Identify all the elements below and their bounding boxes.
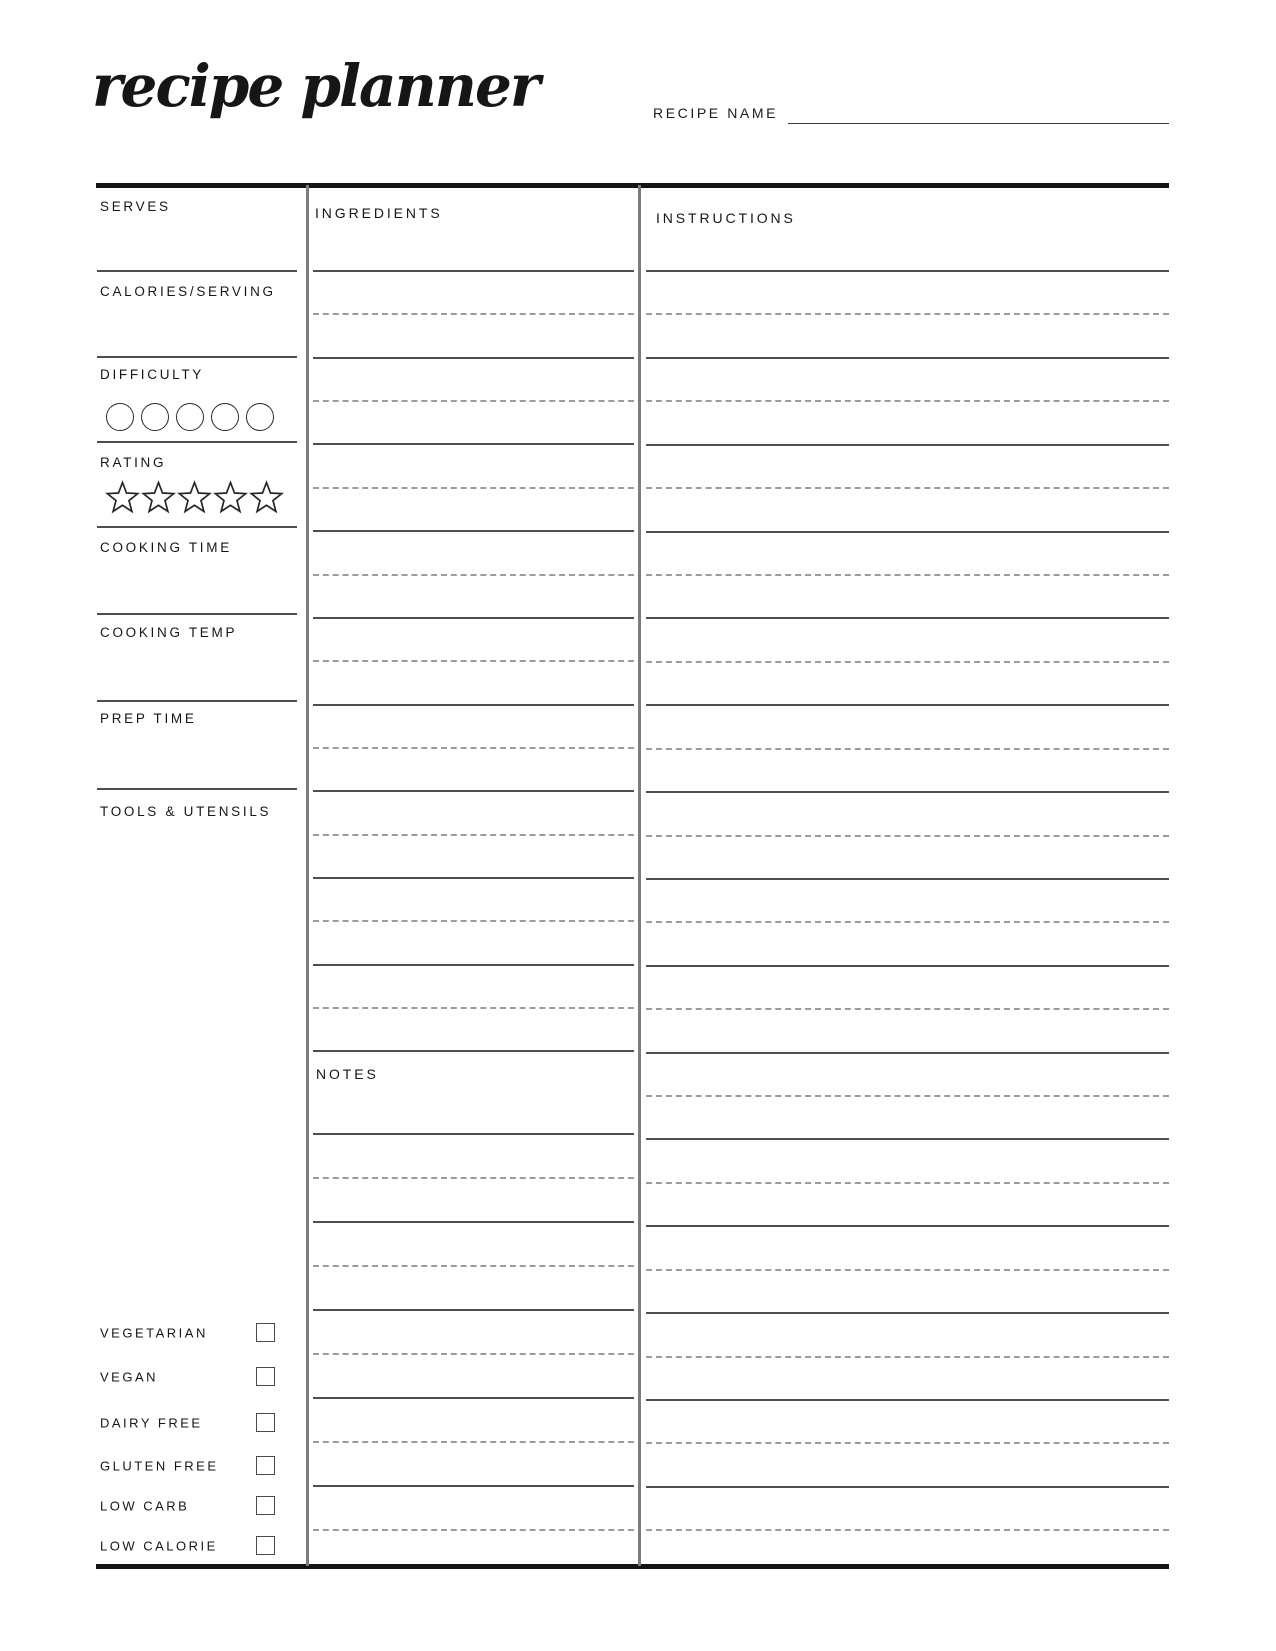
instruction-line[interactable] xyxy=(646,1529,1169,1531)
instruction-line[interactable] xyxy=(646,835,1169,837)
tools-utensils-label: TOOLS & UTENSILS xyxy=(100,804,272,819)
column-divider-right xyxy=(638,185,641,1566)
notes-heading: NOTES xyxy=(316,1066,379,1082)
note-line[interactable] xyxy=(313,1265,634,1267)
dietary-option-row xyxy=(96,1322,286,1344)
star-icon xyxy=(249,480,284,515)
instruction-line[interactable] xyxy=(646,965,1169,967)
serves-label: SERVES xyxy=(100,199,171,214)
instruction-line[interactable] xyxy=(646,487,1169,489)
dietary-checkbox[interactable] xyxy=(256,1536,275,1555)
dietary-option-label: LOW CALORIE xyxy=(100,1538,218,1554)
dietary-option-label: VEGAN xyxy=(100,1369,159,1385)
note-line[interactable] xyxy=(313,1397,634,1399)
instruction-line[interactable] xyxy=(646,1225,1169,1227)
difficulty-circle[interactable] xyxy=(211,403,239,431)
instruction-line[interactable] xyxy=(646,1269,1169,1271)
instruction-line[interactable] xyxy=(646,574,1169,576)
instructions-lines xyxy=(646,0,1169,1651)
section-divider xyxy=(97,613,297,615)
difficulty-circle[interactable] xyxy=(141,403,169,431)
note-line[interactable] xyxy=(313,1309,634,1311)
instruction-line[interactable] xyxy=(646,1356,1169,1358)
note-line[interactable] xyxy=(313,1133,634,1135)
dietary-option-label: DAIRY FREE xyxy=(100,1415,203,1431)
dietary-checkbox[interactable] xyxy=(256,1323,275,1342)
instruction-line[interactable] xyxy=(646,921,1169,923)
page-title: recipe planner xyxy=(92,52,539,120)
dietary-option-row xyxy=(96,1455,286,1477)
dietary-checkbox[interactable] xyxy=(256,1367,275,1386)
difficulty-label: DIFFICULTY xyxy=(100,367,204,382)
section-divider xyxy=(97,788,297,790)
instruction-line[interactable] xyxy=(646,1486,1169,1488)
section-divider xyxy=(97,700,297,702)
ingredients-heading: INGREDIENTS xyxy=(315,205,443,221)
note-line[interactable] xyxy=(313,1441,634,1443)
instruction-line[interactable] xyxy=(646,1008,1169,1010)
column-divider-left xyxy=(306,185,309,1566)
difficulty-rating xyxy=(106,403,274,431)
difficulty-circle[interactable] xyxy=(246,403,274,431)
instruction-line[interactable] xyxy=(646,444,1169,446)
instruction-line[interactable] xyxy=(646,704,1169,706)
rating-star[interactable] xyxy=(213,480,248,515)
cooking-temp-label: COOKING TEMP xyxy=(100,625,238,640)
instruction-line[interactable] xyxy=(646,1399,1169,1401)
section-divider xyxy=(97,356,297,358)
dietary-option-row xyxy=(96,1412,286,1434)
instruction-line[interactable] xyxy=(646,791,1169,793)
prep-time-label: PREP TIME xyxy=(100,711,197,726)
instruction-line[interactable] xyxy=(646,1052,1169,1054)
difficulty-circle[interactable] xyxy=(106,403,134,431)
instruction-line[interactable] xyxy=(646,400,1169,402)
difficulty-circle[interactable] xyxy=(176,403,204,431)
recipe-name-label: RECIPE NAME xyxy=(653,105,779,121)
dietary-option-label: GLUTEN FREE xyxy=(100,1458,219,1474)
instruction-line[interactable] xyxy=(646,617,1169,619)
section-divider xyxy=(97,526,297,528)
instruction-line[interactable] xyxy=(646,270,1169,272)
instruction-line[interactable] xyxy=(646,313,1169,315)
instruction-line[interactable] xyxy=(646,531,1169,533)
dietary-option-row xyxy=(96,1495,286,1517)
calories-per-serving-label: CALORIES/SERVING xyxy=(100,284,276,299)
instruction-line[interactable] xyxy=(646,357,1169,359)
section-divider xyxy=(97,441,297,443)
rating-star[interactable] xyxy=(177,480,212,515)
instruction-line[interactable] xyxy=(646,1442,1169,1444)
rating-star[interactable] xyxy=(105,480,140,515)
rating-label: RATING xyxy=(100,455,167,470)
star-rating xyxy=(105,480,284,515)
note-line[interactable] xyxy=(313,1177,634,1179)
instruction-line[interactable] xyxy=(646,1182,1169,1184)
star-icon xyxy=(213,480,248,515)
instruction-line[interactable] xyxy=(646,661,1169,663)
cooking-time-label: COOKING TIME xyxy=(100,540,232,555)
note-line[interactable] xyxy=(313,1529,634,1531)
dietary-option-label: LOW CARB xyxy=(100,1498,190,1514)
instruction-line[interactable] xyxy=(646,878,1169,880)
instruction-line[interactable] xyxy=(646,1138,1169,1140)
instruction-line[interactable] xyxy=(646,748,1169,750)
rating-star[interactable] xyxy=(249,480,284,515)
note-line[interactable] xyxy=(313,1485,634,1487)
dietary-checkbox[interactable] xyxy=(256,1456,275,1475)
note-line[interactable] xyxy=(313,1221,634,1223)
instructions-heading: INSTRUCTIONS xyxy=(656,210,796,226)
star-icon xyxy=(177,480,212,515)
dietary-checkbox[interactable] xyxy=(256,1496,275,1515)
instruction-line[interactable] xyxy=(646,1095,1169,1097)
star-icon xyxy=(105,480,140,515)
dietary-checkbox[interactable] xyxy=(256,1413,275,1432)
rating-star[interactable] xyxy=(141,480,176,515)
dietary-option-row xyxy=(96,1535,286,1557)
section-divider xyxy=(97,270,297,272)
instruction-line[interactable] xyxy=(646,1312,1169,1314)
dietary-option-row xyxy=(96,1366,286,1388)
note-line[interactable] xyxy=(313,1353,634,1355)
notes-lines xyxy=(313,0,634,1651)
dietary-option-label: VEGETARIAN xyxy=(100,1325,208,1341)
star-icon xyxy=(141,480,176,515)
